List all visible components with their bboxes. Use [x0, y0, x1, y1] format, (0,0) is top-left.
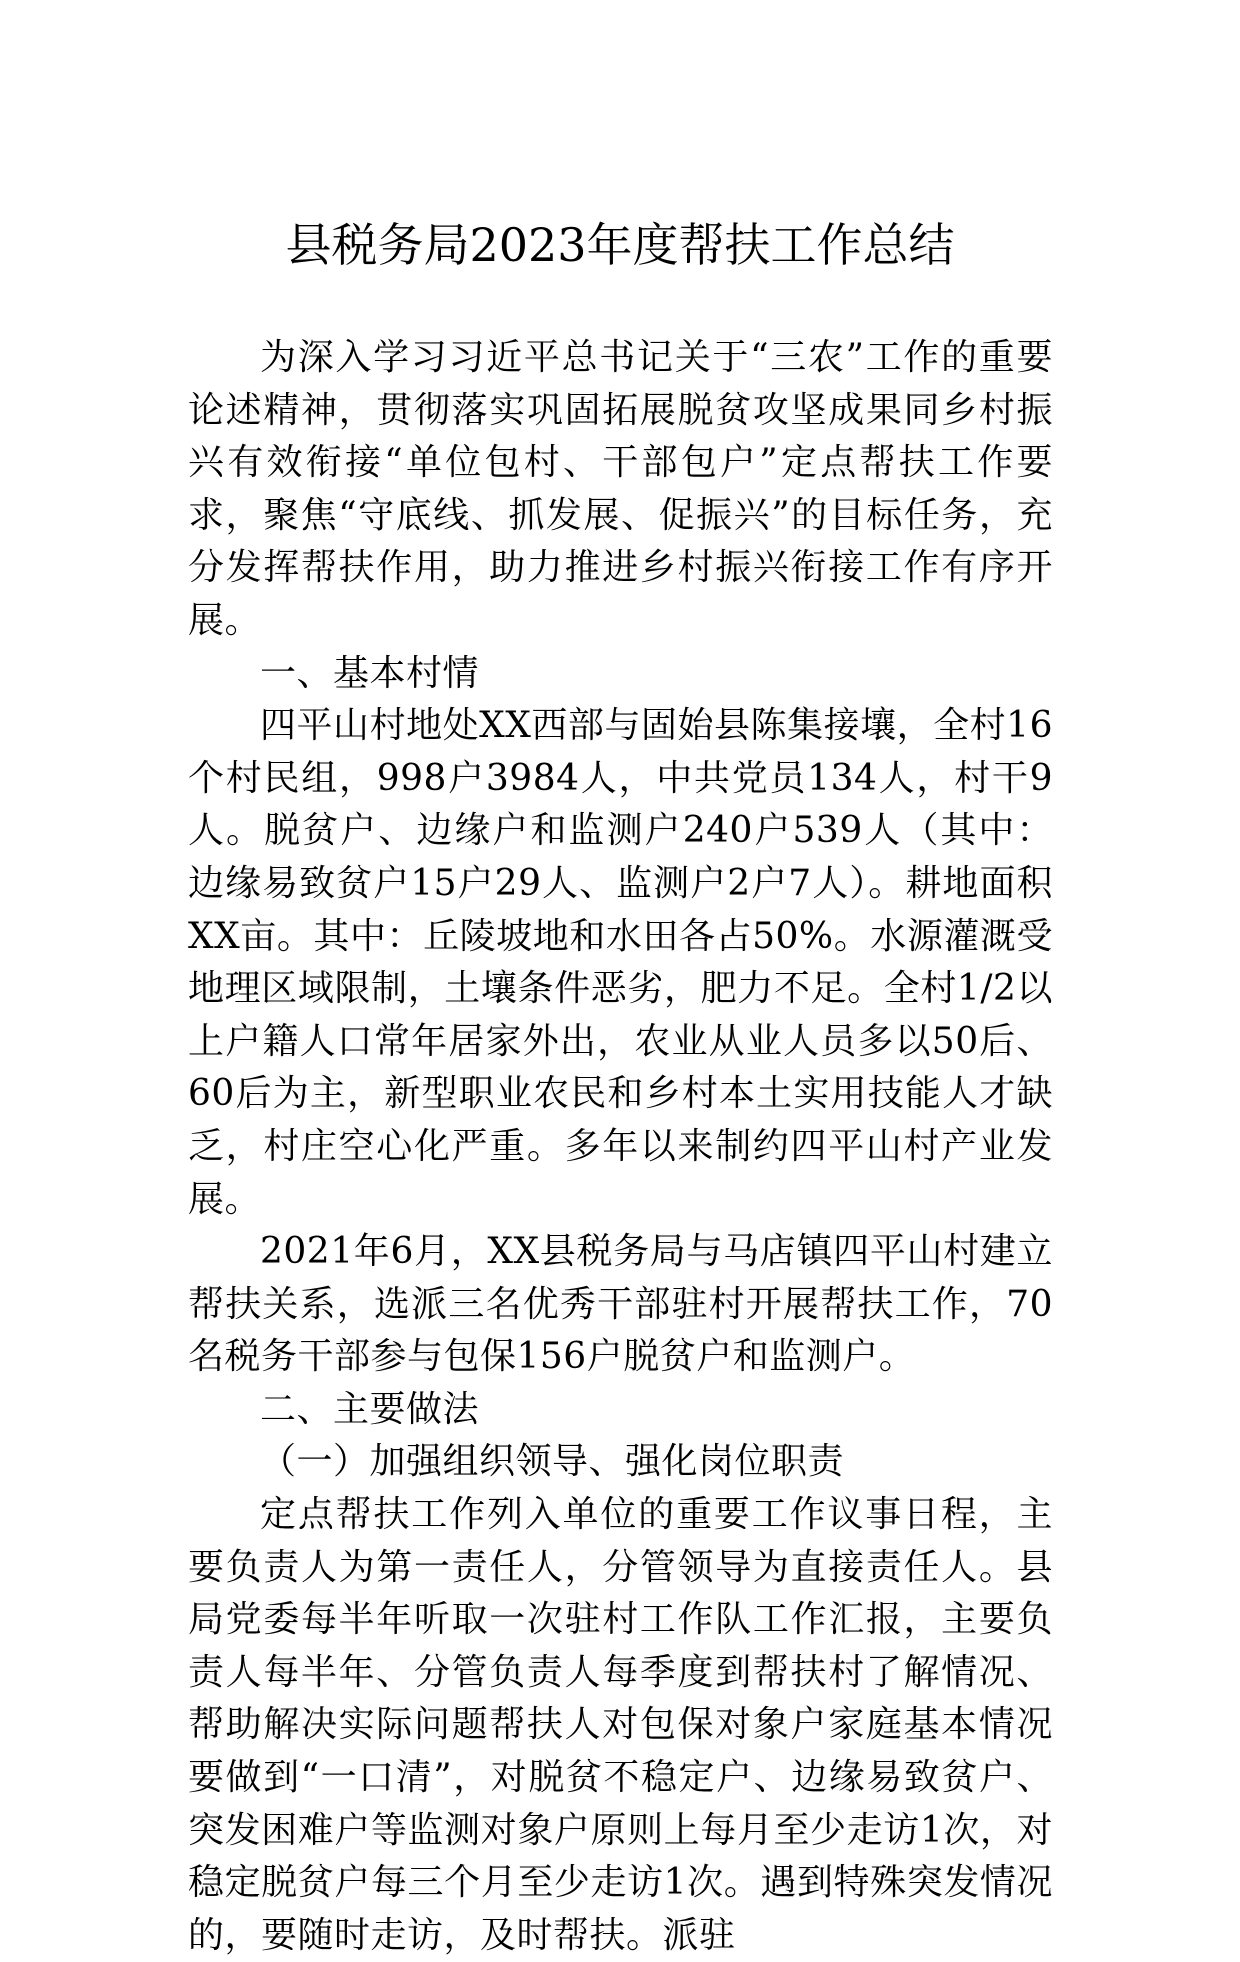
organization-paragraph: 定点帮扶工作列入单位的重要工作议事日程，主要负责人为第一责任人，分管领导为直接责任人。县局党委每半年听取一次驻村工作队工作汇报，主要负责人每半年、分管负责人每季度到帮扶村了解情况、帮助解决实际问题帮扶人对包保对象户家庭基本情况要做到“一口清”，对脱贫不稳定户、边缘易致贫户、突发困难户等监测对象户原则上每月至少走访1次，对稳定脱贫户每三个月至少走访1次。遇到特殊突发情况的，要随时走访，及时帮扶。派驻 — [188, 1494, 1053, 1956]
subsection-heading-organization: （一）加强组织领导、强化岗位职责 — [260, 1441, 845, 1483]
village-info-paragraph: 四平山村地处XX西部与固始县陈集接壤，全村16个村民组，998户3984人，中共党员134人，村干9人。脱贫户、边缘户和监测户240户539人（其中：边缘易致贫户15户29人、监测户2户7人）。耕地面积XX亩。其中：丘陵坡地和水田各占50%。水源灌溉受地理区域限制，土壤条件恶劣，肥力不足。全村1/2以上户籍人口常年居家外出，农业从业人员多以50后、60后为主，新型职业农民和乡村本土实用技能人才缺乏，村庄空心化严重。多年以来制约四平山村产业发展。 — [188, 705, 1053, 1220]
section-heading-main-practices: 二、主要做法 — [260, 1388, 480, 1430]
document-title: 县税务局2023年度帮扶工作总结 — [285, 218, 955, 272]
document-body — [188, 332, 1053, 1962]
intro-paragraph: 为深入学习习近平总书记关于“三农”工作的重要论述精神，贯彻落实巩固拓展脱贫攻坚成果同乡村振兴有效衔接“单位包村、干部包户”定点帮扶工作要求，聚焦“守底线、抓发展、促振兴”的目标任务，充分发挥帮扶作用，助力推进乡村振兴衔接工作有序开展。 — [188, 337, 1053, 641]
assistance-relation-paragraph: 2021年6月，XX县税务局与马店镇四平山村建立帮扶关系，选派三名优秀干部驻村开展帮扶工作，70名税务干部参与包保156户脱贫户和监测户。 — [188, 1231, 1053, 1378]
section-heading-basic-info: 一、基本村情 — [260, 652, 480, 694]
